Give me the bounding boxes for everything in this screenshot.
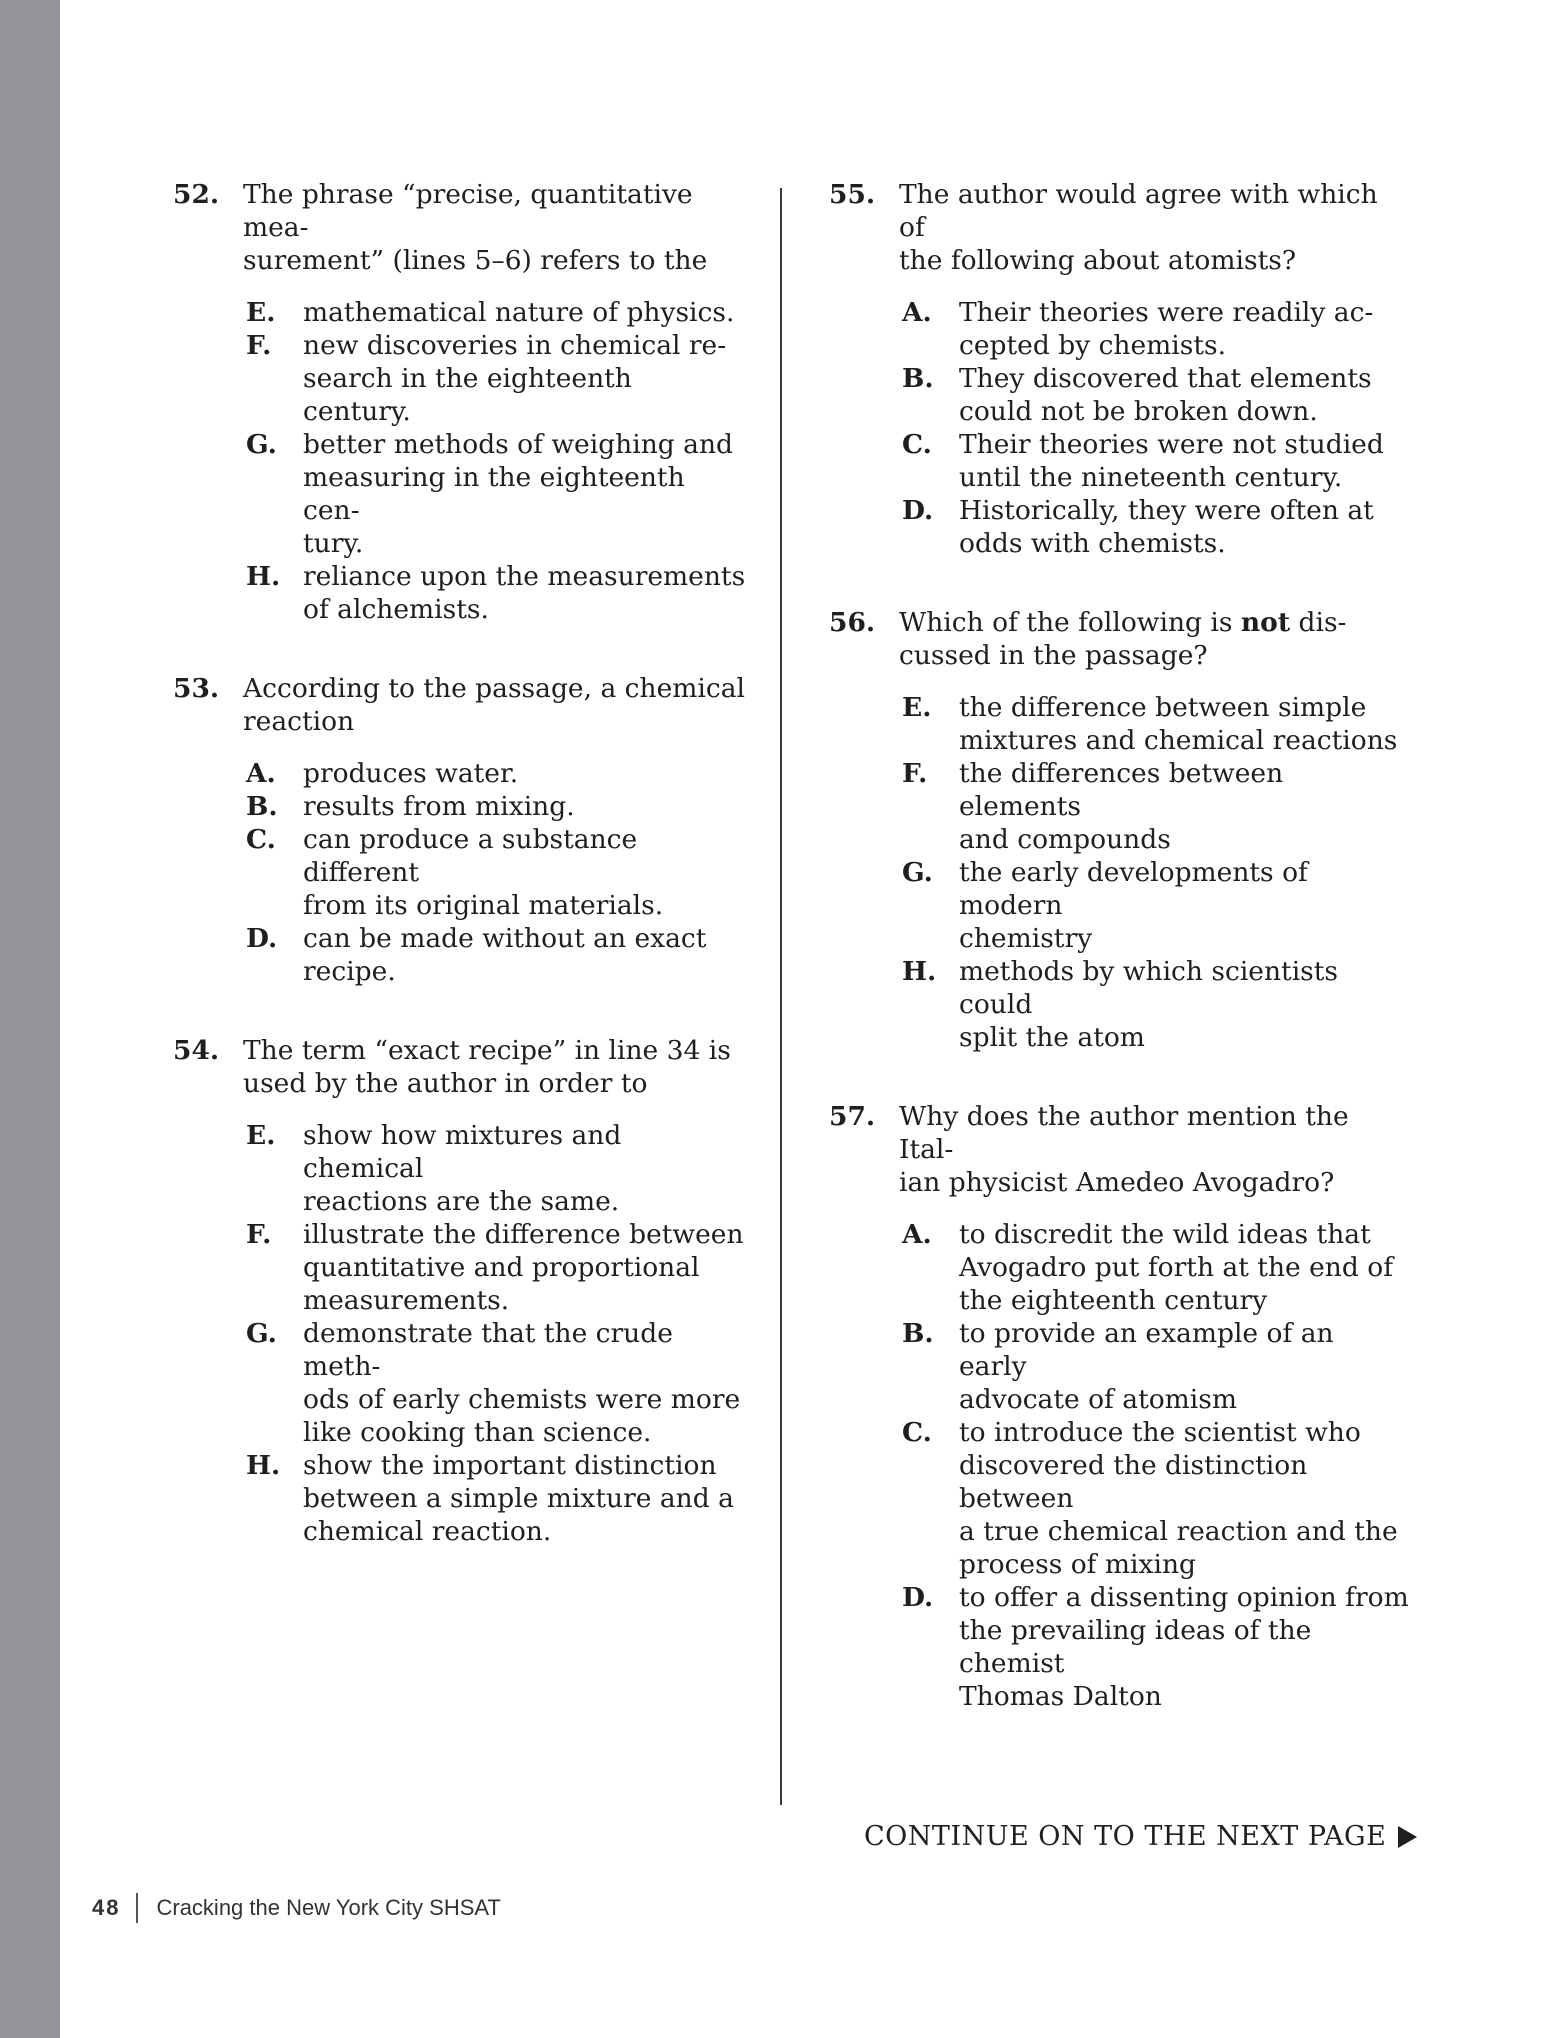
question-57 [829, 1100, 1409, 1713]
question-56 [829, 606, 1409, 1054]
choice-letter: F. [246, 1219, 272, 1250]
question-number: 57. [829, 1101, 876, 1132]
answer-choice[interactable] [246, 790, 748, 823]
answer-choice[interactable] [246, 560, 748, 626]
choice-letter: B. [246, 791, 278, 822]
answer-choice[interactable] [246, 1119, 748, 1218]
answer-choice[interactable] [902, 296, 1409, 362]
choice-text: to provide an example of an early advocate of atomism [959, 1318, 1334, 1415]
choice-letter: H. [902, 956, 937, 987]
answer-choice[interactable] [902, 1218, 1409, 1317]
question-number: 52. [173, 179, 220, 210]
choice-letter: G. [246, 429, 277, 460]
choice-text: new discoveries in chemical re- search in the eighteenth century. [303, 330, 727, 427]
answer-choice[interactable] [246, 428, 748, 560]
answer-choice[interactable] [902, 362, 1409, 428]
choice-text: mathematical nature of physics. [303, 297, 735, 328]
choice-letter: F. [902, 758, 928, 789]
question-number: 54. [173, 1035, 220, 1066]
choice-letter: F. [246, 330, 272, 361]
question-54 [173, 1034, 748, 1548]
book-title: Cracking the New York City SHSAT [156, 1895, 501, 1920]
answer-choice[interactable] [246, 922, 748, 988]
choice-letter: D. [246, 923, 278, 954]
stem-emphasis: not [1240, 607, 1291, 638]
choice-text: illustrate the difference between quantitative and proportional measurements. [303, 1219, 744, 1316]
choice-text: the early developments of modern chemistry [959, 857, 1308, 954]
choice-text: can be made without an exact recipe. [303, 923, 707, 987]
choice-letter: E. [246, 297, 276, 328]
question-stem: According to the passage, a chemical reaction [243, 673, 745, 737]
choice-text: Their theories were readily ac- cepted by chemists. [959, 297, 1374, 361]
question-stem [899, 606, 1409, 672]
page-footer [92, 1893, 501, 1923]
choice-letter: B. [902, 363, 934, 394]
answer-choice[interactable] [246, 296, 748, 329]
question-stem: The phrase “precise, quantitative mea- surement” (lines 5–6) refers to the [243, 179, 708, 276]
answer-choice[interactable] [902, 757, 1409, 856]
choice-letter: B. [902, 1318, 934, 1349]
choice-text: show how mixtures and chemical reactions are the same. [303, 1120, 622, 1217]
answer-choice[interactable] [902, 428, 1409, 494]
answer-choice[interactable] [246, 1218, 748, 1317]
choice-letter: E. [246, 1120, 276, 1151]
question-55 [829, 178, 1409, 560]
question-stem: Why does the author mention the Ital- ian physicist Amedeo Avogadro? [899, 1101, 1349, 1198]
answer-choice[interactable] [902, 1581, 1409, 1713]
question-number: 55. [829, 179, 876, 210]
question-53 [173, 672, 748, 988]
choice-letter: D. [902, 1582, 934, 1613]
choice-text: show the important distinction between a simple mixture and a chemical reaction. [303, 1450, 734, 1547]
choice-letter: C. [902, 1417, 932, 1448]
column-divider [780, 188, 782, 1805]
choice-letter: C. [246, 824, 276, 855]
footer-separator [136, 1893, 138, 1923]
choice-text: to discredit the wild ideas that Avogadro put forth at the end of the eighteenth century [959, 1219, 1394, 1316]
choice-text: better methods of weighing and measuring in the eighteenth cen- tury. [303, 429, 734, 559]
answer-choice[interactable] [246, 329, 748, 428]
continue-text: CONTINUE ON TO THE NEXT PAGE [864, 1821, 1387, 1852]
question-stem: The author would agree with which of the following about atomists? [899, 179, 1378, 276]
choice-text: to introduce the scientist who discovered the distinction between a true chemical reaction and the process of mixing [959, 1417, 1398, 1580]
answer-choice[interactable] [246, 757, 748, 790]
answer-choice[interactable] [246, 1449, 748, 1548]
choice-text: the difference between simple mixtures and chemical reactions [959, 692, 1398, 756]
choice-letter: C. [902, 429, 932, 460]
choice-text: results from mixing. [303, 791, 575, 822]
continue-instruction [864, 1820, 1417, 1854]
choice-letter: E. [902, 692, 932, 723]
choice-letter: H. [246, 561, 281, 592]
choice-letter: H. [246, 1450, 281, 1481]
page-margin-bar [0, 0, 60, 2038]
stem-part: Which of the following is [899, 607, 1241, 638]
choice-text: the differences between elements and compounds [959, 758, 1284, 855]
answer-choice[interactable] [902, 1317, 1409, 1416]
choice-letter: A. [902, 297, 932, 328]
choice-letter: G. [902, 857, 933, 888]
answer-choice[interactable] [246, 823, 748, 922]
question-number: 56. [829, 607, 876, 638]
choice-text: to offer a dissenting opinion from the prevailing ideas of the chemist Thomas Dalton [959, 1582, 1409, 1712]
choice-text: demonstrate that the crude meth- ods of early chemists were more like cooking than science. [303, 1318, 741, 1448]
answer-choice[interactable] [902, 1416, 1409, 1581]
answer-choice[interactable] [902, 494, 1409, 560]
answer-choice[interactable] [902, 691, 1409, 757]
answer-choice[interactable] [902, 856, 1409, 955]
choice-text: Their theories were not studied until the nineteenth century. [959, 429, 1384, 493]
right-triangle-arrow-icon [1398, 1826, 1417, 1848]
answer-choice[interactable] [902, 955, 1409, 1054]
right-column [829, 178, 1409, 1759]
choice-text: methods by which scientists could split the atom [959, 956, 1339, 1053]
choice-text: Historically, they were often at odds with chemists. [959, 495, 1374, 559]
question-52 [173, 178, 748, 626]
stem-part: dis- cussed in the passage? [899, 607, 1347, 671]
page-number: 48 [92, 1895, 121, 1920]
choice-letter: A. [246, 758, 276, 789]
choice-text: produces water. [303, 758, 519, 789]
answer-choice[interactable] [246, 1317, 748, 1449]
choice-text: They discovered that elements could not be broken down. [959, 363, 1372, 427]
choice-letter: D. [902, 495, 934, 526]
choice-text: reliance upon the measurements of alchemists. [303, 561, 746, 625]
question-stem: The term “exact recipe” in line 34 is used by the author in order to [243, 1035, 731, 1099]
choice-text: can produce a substance different from its original materials. [303, 824, 664, 921]
left-column [173, 178, 748, 1594]
choice-letter: G. [246, 1318, 277, 1349]
question-number: 53. [173, 673, 220, 704]
choice-letter: A. [902, 1219, 932, 1250]
